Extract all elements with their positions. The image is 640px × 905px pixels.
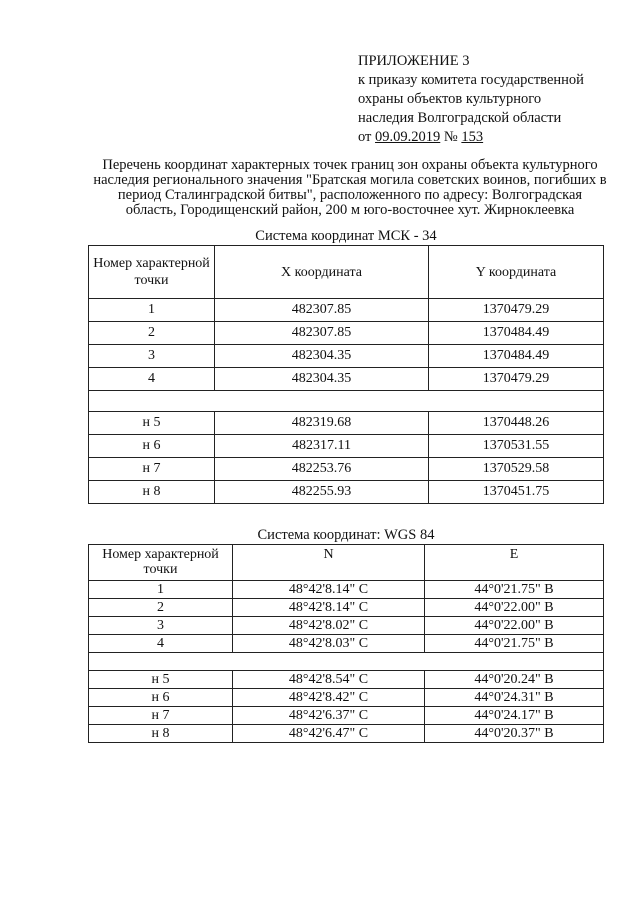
table-header-row	[89, 545, 604, 581]
table-row	[89, 368, 604, 391]
latitude: 48°42'8.54" С	[233, 671, 425, 689]
x-coordinate: 482319.68	[215, 412, 429, 435]
appendix-line-2: охраны объектов культурного	[358, 91, 542, 107]
title-line-1: Перечень координат характерных точек границ зон охраны объекта культурного	[102, 157, 598, 173]
date-prefix: от	[358, 129, 376, 145]
separator-row	[89, 391, 604, 412]
longitude: 44°0'24.17" В	[425, 707, 604, 725]
x-coordinate: 482307.85	[215, 299, 429, 322]
number-prefix: №	[440, 129, 462, 145]
longitude: 44°0'21.75" В	[425, 581, 604, 599]
column-header-x: X координата	[215, 246, 429, 299]
table-row	[89, 322, 604, 345]
latitude: 48°42'6.47" С	[233, 725, 425, 743]
y-coordinate: 1370479.29	[429, 299, 604, 322]
y-coordinate: 1370531.55	[429, 435, 604, 458]
y-coordinate: 1370448.26	[429, 412, 604, 435]
table-row	[89, 725, 604, 743]
wgs-coordinates-table	[88, 544, 604, 743]
table-row	[89, 481, 604, 504]
longitude: 44°0'21.75" В	[425, 635, 604, 653]
separator-row	[89, 653, 604, 671]
msk-caption: Система координат МСК - 34	[255, 228, 437, 244]
latitude: 48°42'8.14" С	[233, 599, 425, 617]
latitude: 48°42'8.03" С	[233, 635, 425, 653]
latitude: 48°42'8.14" С	[233, 581, 425, 599]
longitude: 44°0'20.37" В	[425, 725, 604, 743]
longitude: 44°0'24.31" В	[425, 689, 604, 707]
table-row	[89, 599, 604, 617]
point-number: н 5	[89, 671, 233, 689]
appendix-line-3: наследия Волгоградской области	[358, 110, 562, 126]
table-row	[89, 412, 604, 435]
point-number: 3	[89, 345, 215, 368]
longitude: 44°0'20.24" В	[425, 671, 604, 689]
document-title	[70, 158, 630, 218]
table-row	[89, 617, 604, 635]
y-coordinate: 1370484.49	[429, 322, 604, 345]
title-line-2: наследия регионального значения "Братская могила советских воинов, погибших в	[93, 172, 607, 188]
title-line-4: область, Городищенский район, 200 м юго-восточнее хут. Жирноклеевка	[125, 202, 575, 218]
order-date-line	[358, 128, 584, 147]
point-number: 2	[89, 599, 233, 617]
latitude: 48°42'8.42" С	[233, 689, 425, 707]
point-number: н 6	[89, 435, 215, 458]
wgs-caption: Система координат: WGS 84	[257, 527, 435, 543]
latitude: 48°42'6.37" С	[233, 707, 425, 725]
longitude: 44°0'22.00" В	[425, 599, 604, 617]
y-coordinate: 1370479.29	[429, 368, 604, 391]
point-number: н 6	[89, 689, 233, 707]
table-row	[89, 299, 604, 322]
appendix-title: ПРИЛОЖЕНИЕ 3	[358, 53, 470, 69]
point-number: н 5	[89, 412, 215, 435]
table-row	[89, 689, 604, 707]
appendix-line-1: к приказу комитета государственной	[358, 72, 584, 88]
point-number: н 7	[89, 707, 233, 725]
x-coordinate: 482304.35	[215, 368, 429, 391]
point-number: 2	[89, 322, 215, 345]
x-coordinate: 482255.93	[215, 481, 429, 504]
y-coordinate: 1370529.58	[429, 458, 604, 481]
point-number: 1	[89, 299, 215, 322]
column-header-point: Номер характерной точки	[89, 545, 233, 581]
point-number: 3	[89, 617, 233, 635]
point-number: 4	[89, 368, 215, 391]
order-date: 09.09.2019	[375, 129, 441, 145]
order-number: 153	[461, 129, 484, 145]
x-coordinate: 482307.85	[215, 322, 429, 345]
column-header-point: Номер характерной точки	[89, 246, 215, 299]
table-row	[89, 581, 604, 599]
table-row	[89, 707, 604, 725]
longitude: 44°0'22.00" В	[425, 617, 604, 635]
point-number: н 8	[89, 481, 215, 504]
x-coordinate: 482253.76	[215, 458, 429, 481]
y-coordinate: 1370484.49	[429, 345, 604, 368]
table-row	[89, 635, 604, 653]
point-number: 1	[89, 581, 233, 599]
table-row	[89, 435, 604, 458]
column-header-e: E	[425, 545, 604, 581]
point-number: н 8	[89, 725, 233, 743]
table-row	[89, 671, 604, 689]
latitude: 48°42'8.02" С	[233, 617, 425, 635]
msk-coordinates-table	[88, 245, 604, 504]
x-coordinate: 482304.35	[215, 345, 429, 368]
point-number: н 7	[89, 458, 215, 481]
point-number: 4	[89, 635, 233, 653]
appendix-header	[358, 52, 584, 147]
x-coordinate: 482317.11	[215, 435, 429, 458]
table-row	[89, 458, 604, 481]
table-row	[89, 345, 604, 368]
column-header-n: N	[233, 545, 425, 581]
title-line-3: период Сталинградской битвы", расположенного по адресу: Волгоградская	[117, 187, 583, 203]
y-coordinate: 1370451.75	[429, 481, 604, 504]
table-header-row	[89, 246, 604, 299]
column-header-y: Y координата	[429, 246, 604, 299]
